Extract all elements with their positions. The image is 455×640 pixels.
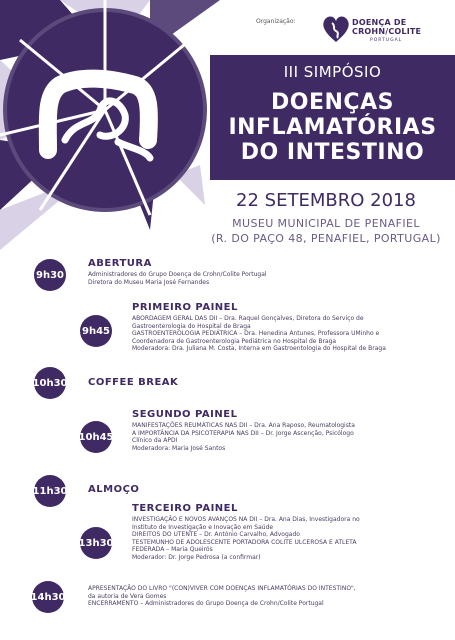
detail-line: ABORDAGEM GERAL DAS DII – Dra. Raquel Gonçalves, Diretora do Serviço de [132, 315, 364, 322]
logo-line-2: CROHN/COLITE [352, 27, 422, 36]
detail-line: MANIFESTAÇÕES REUMÁTICAS NAS DII – Dra. Ana Raposo, Reumatologista [132, 422, 355, 429]
detail-line: Coordenadora de Gastroenterologia Pediátrica no Hospital de Braga [132, 337, 337, 345]
detail-line: GASTROENTEROLOGIA PEDIÁTRICA – Dra. Henedina Antunes, Professora UMinho e [132, 330, 380, 338]
detail-line: TESTEMUNHO DE ADOLESCENTE PORTADORA COLITE ULCEROSA E ATLETA [132, 538, 357, 546]
logo-line-1: DOENÇA DE [352, 18, 407, 27]
detail-line: Gastroenterologia do Hospital de Braga [132, 322, 251, 330]
detail-line: Moderadora: Dra. Juliana M. Costa, Interna em Gastroentologia do Hospital de Braga [132, 345, 386, 353]
closing-details [88, 585, 356, 608]
section-title: ABERTURA [88, 258, 152, 269]
detail-line: Moderadora: Maria José Santos [132, 444, 226, 452]
venue-name: MUSEU MUNICIPAL DE PENAFIEL [232, 217, 420, 230]
detail-line: Administradores do Grupo Doença de Crohn/Colite Portugal [88, 271, 267, 278]
event-title-line-1: DOENÇAS [271, 90, 394, 115]
time-badge: 9h30 [34, 259, 66, 291]
detail-line: APRESENTAÇÃO DO LIVRO "(CON)VIVER COM DOENÇAS INFLAMATÓRIAS DO INTESTINO", [88, 585, 356, 592]
event-date: 22 SETEMBRO 2018 [236, 190, 416, 211]
detail-line: da autoria de Vera Gomes [88, 592, 167, 600]
detail-line: A IMPORTÂNCIA DA PSICOTERAPIA NAS DII – Dr. Jorge Ascenção, Psicólogo [132, 429, 354, 437]
section-details [132, 516, 360, 562]
logo-line-3: PORTUGAL [370, 38, 403, 43]
section-title: PRIMEIRO PAINEL [132, 302, 238, 313]
section-details [88, 271, 267, 286]
event-title-line-3: DO INTESTINO [240, 140, 425, 165]
detail-line: INVESTIGAÇÃO E NOVOS AVANÇOS NA DII – Dra. Ana Dias, Investigadora no [132, 516, 360, 523]
heart-icon [322, 14, 350, 44]
time-badge: 13h30 [80, 527, 112, 559]
section-title: TERCEIRO PAINEL [132, 503, 238, 514]
detail-line: Moderador: Dr. Jorge Pedrosa (a confirmar) [132, 553, 261, 561]
detail-line: Instituto de Investigação e Inovação em Saúde [132, 523, 274, 531]
detail-line: ENCERRAMENTO – Administradores do Grupo Doença de Crohn/Colite Portugal [88, 600, 324, 608]
detail-line: DIREITOS DO UTENTE – Dr. António Carvalho, Advogado [132, 531, 300, 539]
time-badge: 10h30 [34, 367, 66, 399]
time-badge: 11h30 [34, 475, 66, 507]
event-title-line-2: INFLAMATÓRIAS [228, 115, 437, 140]
event-venue [206, 216, 446, 246]
section-details [132, 315, 386, 353]
section-title: COFFEE BREAK [88, 377, 179, 388]
venue-address: (R. DO PAÇO 48, PENAFIEL, PORTUGAL) [211, 232, 441, 245]
organization-label: Organização: [256, 18, 296, 25]
organization-name [352, 18, 421, 45]
event-title [210, 90, 455, 165]
detail-line: Diretora do Museu Maria José Fernandes [88, 278, 210, 286]
section-title: SEGUNDO PAINEL [132, 409, 238, 420]
detail-line: Clínico da APDI [132, 437, 178, 445]
section-title: ALMOÇO [88, 484, 140, 495]
time-badge: 14h30 [32, 581, 64, 613]
time-badge: 9h45 [80, 315, 112, 347]
detail-line: FEDERADA – Maria Queirós [132, 546, 213, 554]
organization-logo [322, 14, 442, 48]
time-badge: 10h45 [80, 421, 112, 453]
section-details [132, 422, 355, 452]
event-edition: III SIMPÓSIO [283, 63, 382, 81]
